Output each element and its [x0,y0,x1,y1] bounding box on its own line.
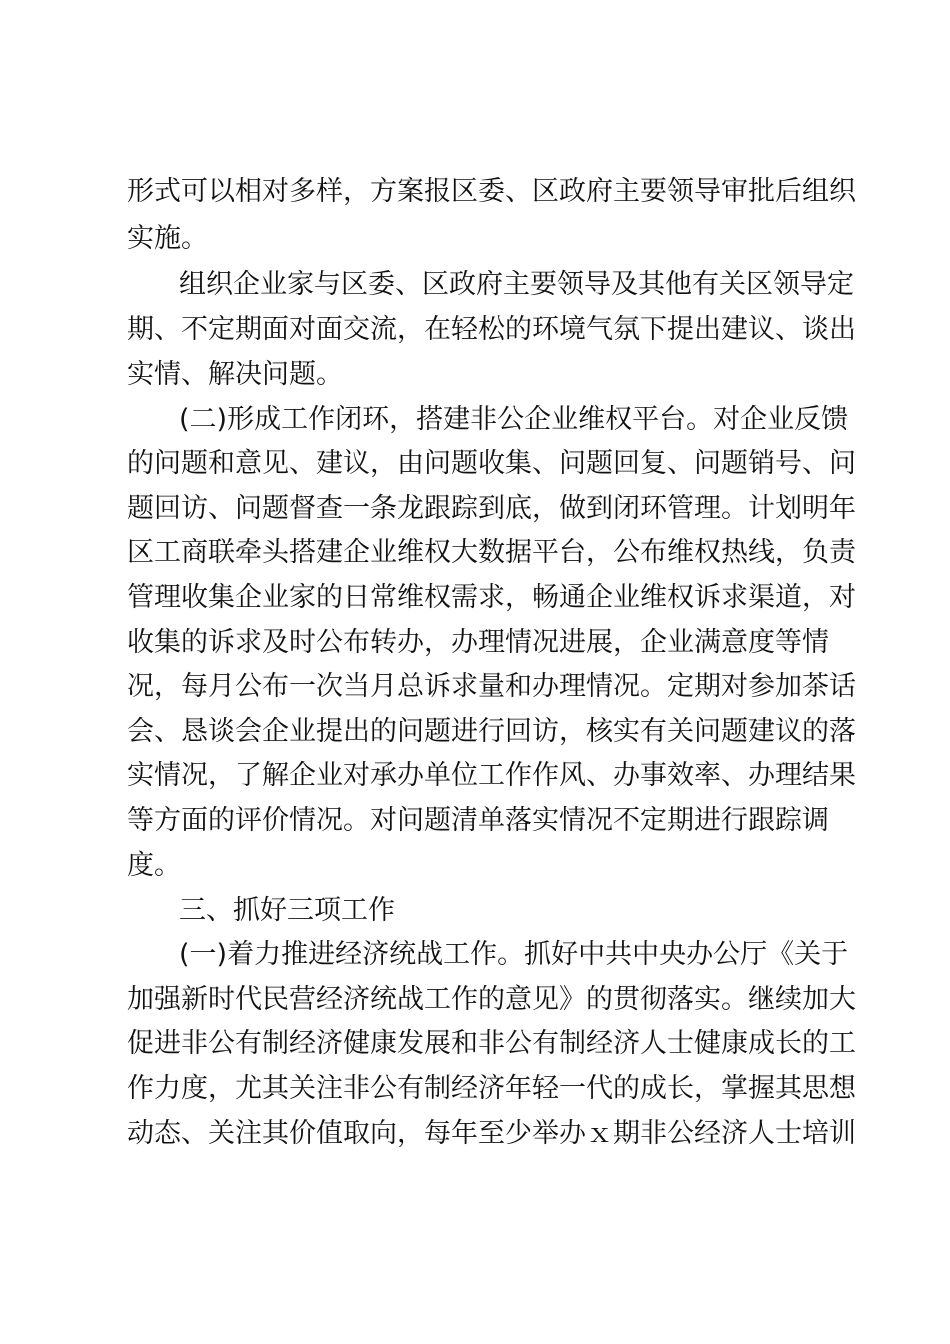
text-line-20: 促进非公有制经济健康发展和非公有制经济人士健康成长的工 [127,1028,856,1059]
text-line-1: 形式可以相对多样，方案报区委、区政府主要领导审批后组织 [127,176,856,207]
text-line-7: 的问题和意见、建议，由问题收集、问题回复、问题销号、问 [127,448,856,479]
text-line-19: 加强新时代民营经济统战工作的意见》的贯彻落实。继续加大 [127,984,856,1015]
text-line-15: 等方面的评价情况。对问题清单落实情况不定期进行跟踪调 [127,805,829,836]
text-line-13: 会、恳谈会企业提出的问题进行回访，核实有关问题建议的落 [127,716,856,747]
text-line-10: 管理收集企业家的日常维权需求，畅通企业维权诉求渠道，对 [127,582,856,613]
text-line-14: 实情况，了解企业对承办单位工作作风、办事效率、办理结果 [127,760,856,791]
text-line-6: (二)形成工作闭环，搭建非公企业维权平台。对企业反馈 [179,404,849,435]
text-line-21: 作力度，尤其关注非公有制经济年轻一代的成长，掌握其思想 [127,1073,856,1104]
text-line-3: 组织企业家与区委、区政府主要领导及其他有关区领导定 [179,269,854,300]
text-line-22: 动态、关注其价值取向，每年至少举办ｘ期非公经济人士培训 [127,1118,856,1149]
text-line-9: 区工商联牵头搭建企业维权大数据平台，公布维权热线，负责 [127,537,856,568]
section-heading: 三、抓好三项工作 [179,895,395,926]
text-line-4: 期、不定期面对面交流，在轻松的环境气氛下提出建议、谈出 [127,314,856,345]
text-line-12: 况，每月公布一次当月总诉求量和办理情况。定期对参加茶话 [127,671,856,702]
text-line-18: (一)着力推进经济统战工作。抓好中共中央办公厅《关于 [179,939,849,970]
text-line-11: 收集的诉求及时公布转办，办理情况进展，企业满意度等情 [127,627,829,658]
text-line-5: 实情、解决问题。 [127,359,343,390]
text-line-8: 题回访、问题督查一条龙跟踪到底，做到闭环管理。计划明年 [127,493,856,524]
text-line-2: 实施。 [127,223,208,254]
text-line-16: 度。 [127,850,181,881]
